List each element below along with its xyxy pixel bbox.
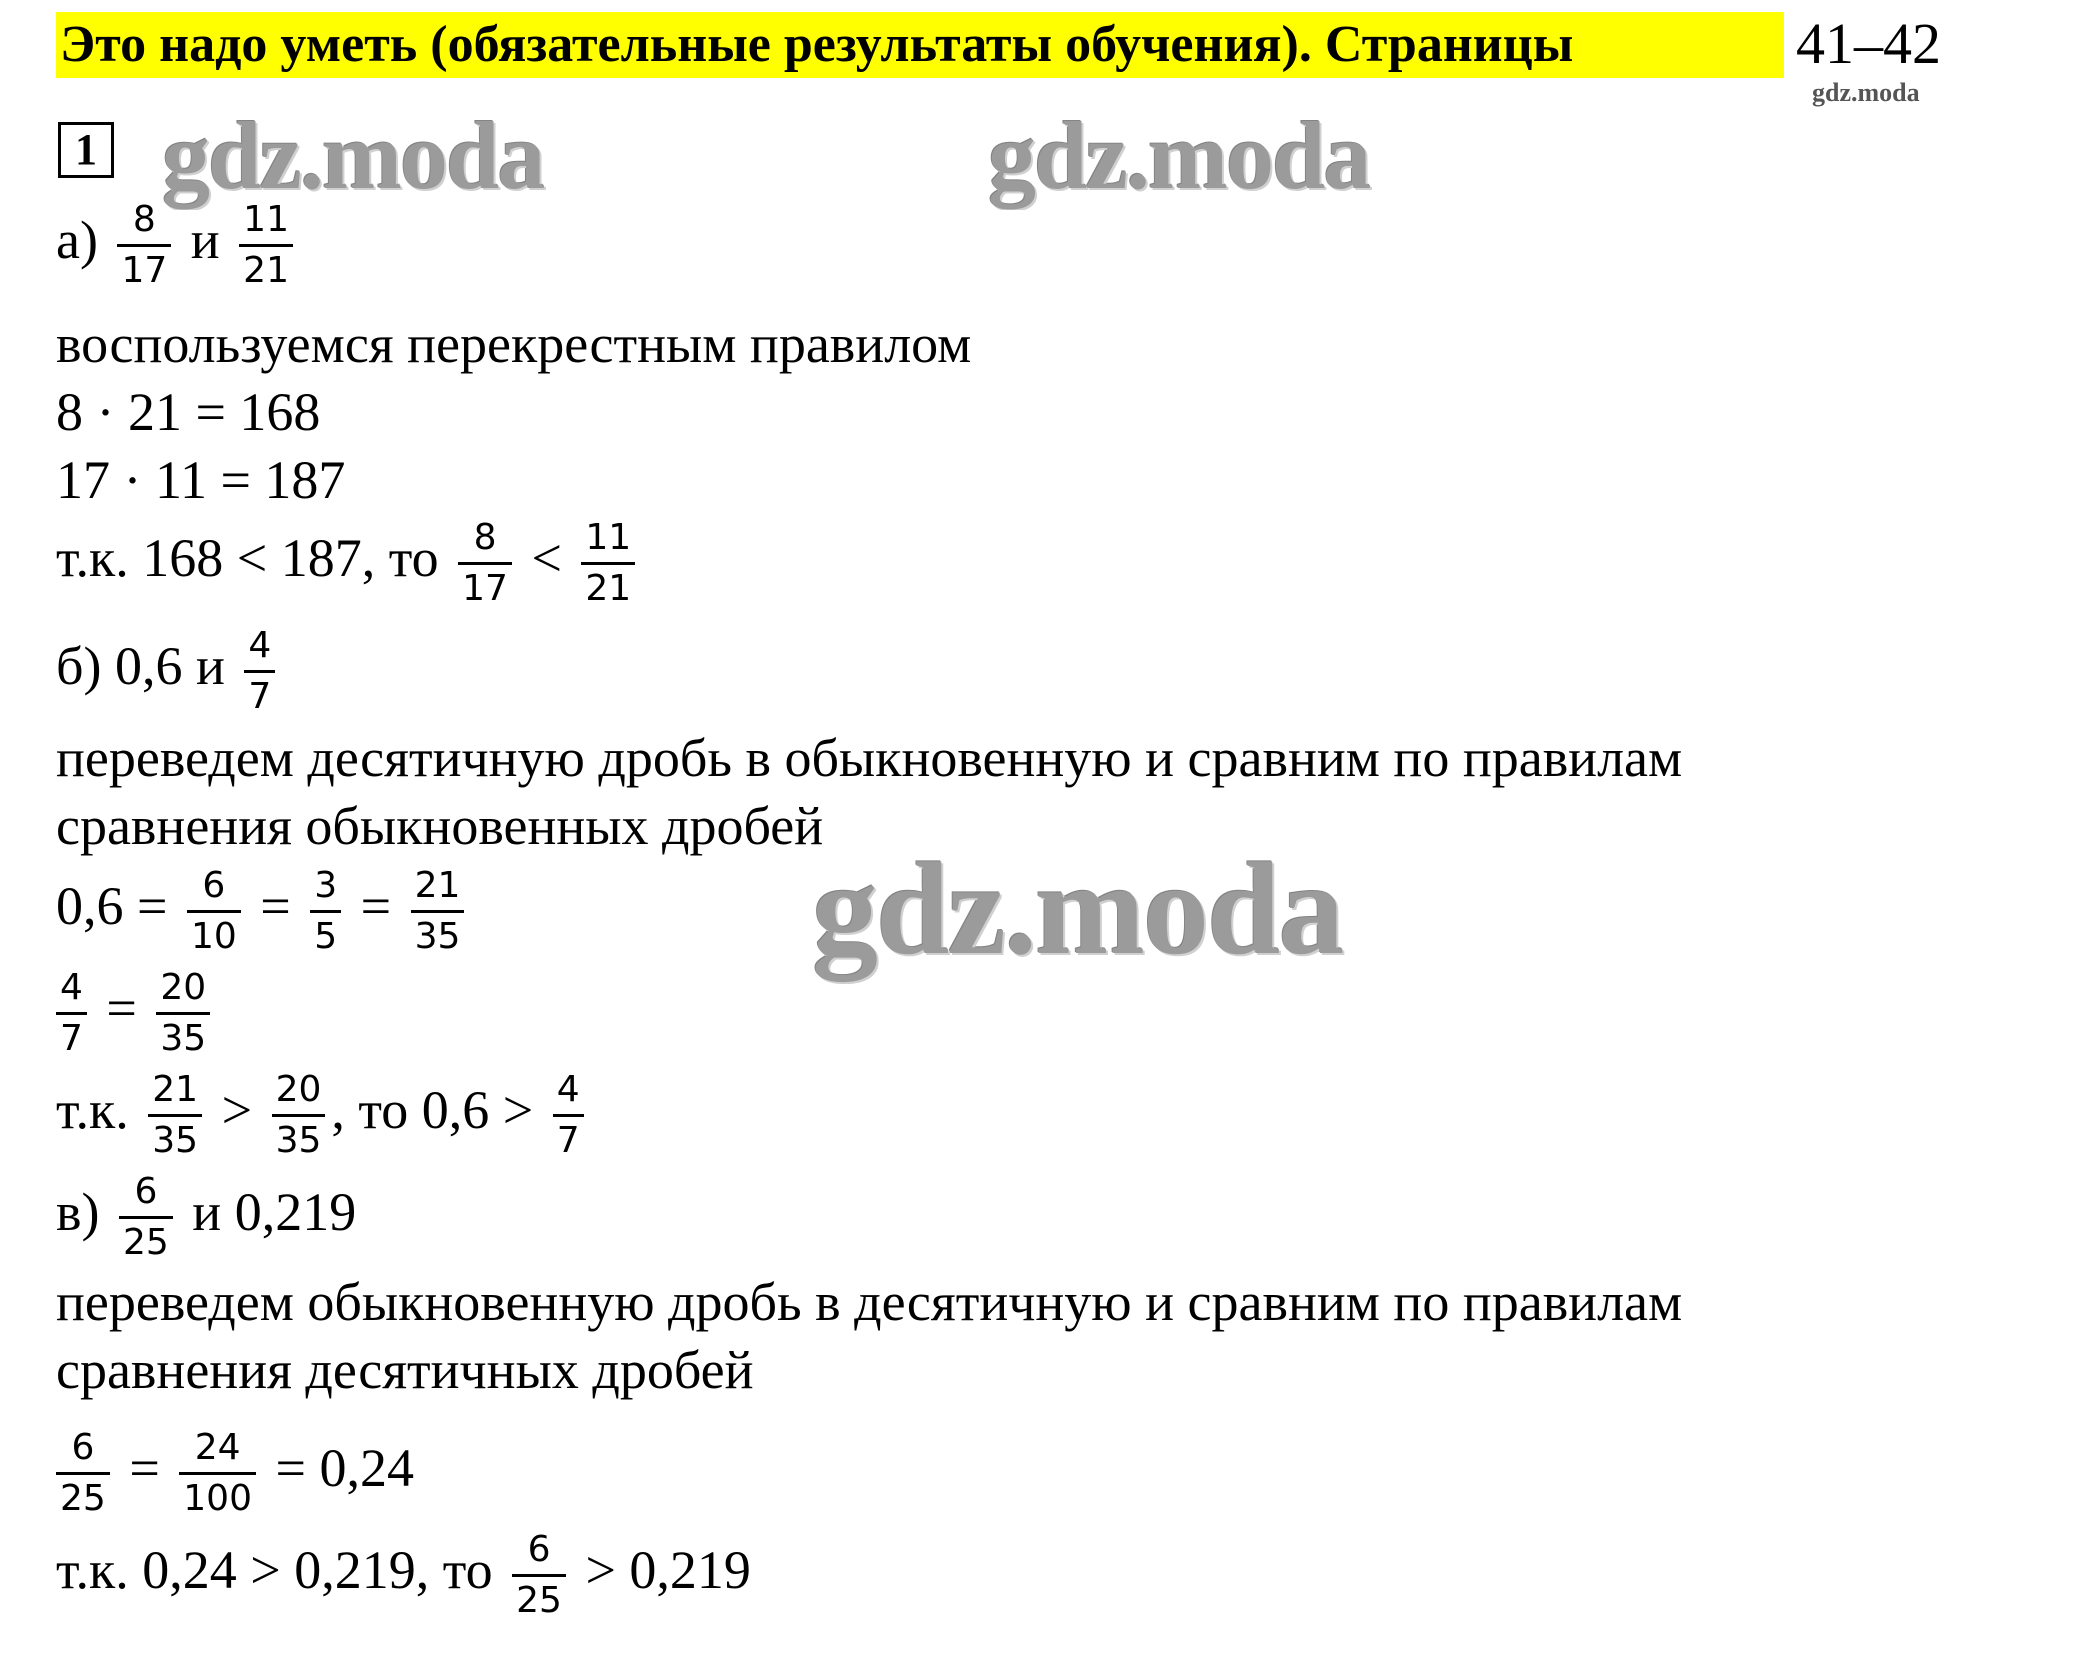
fraction: $\frac{21}{35}$ (411, 866, 465, 957)
fraction: $\frac{24}{100}$ (179, 1428, 256, 1519)
watermark: gdz.moda (988, 102, 1370, 209)
page-title: Это надо уметь (обязательные результаты обучения). Страницы (60, 16, 1574, 73)
page-range: 41–42 (1796, 11, 1941, 76)
part-c-method-2: сравнения десятичных дробей (56, 1340, 754, 1400)
fraction: $\frac{11}{21}$ (581, 518, 635, 609)
fraction: $\frac{4}{7}$ (56, 968, 87, 1059)
part-a-conclusion: т.к. 168 < 187, то $\frac{8}{17}$ < $\frac{11}{21}$ (56, 518, 641, 609)
part-b-conclusion: т.к. $\frac{21}{35}$ > $\frac{20}{35}$ , то 0,6 > $\frac{4}{7}$ (56, 1070, 590, 1161)
part-a-calc-2: 17 · 11 = 187 (56, 450, 346, 510)
fraction: $\frac{4}{7}$ (244, 626, 275, 717)
fraction: $\frac{6}{25}$ (56, 1428, 110, 1519)
part-c-equation: $\frac{6}{25}$ = $\frac{24}{100}$ = 0,24 (50, 1428, 414, 1519)
small-watermark: gdz.moda (1812, 78, 1920, 107)
fraction: $\frac{3}{5}$ (310, 866, 341, 957)
watermark: gdz.moda (162, 102, 544, 209)
part-b-equation-1: 0,6 = $\frac{6}{10}$ = $\frac{3}{5}$ = $\frac{21}{35}$ (56, 866, 470, 957)
fraction: $\frac{4}{7}$ (553, 1070, 584, 1161)
part-a-calc-1: 8 · 21 = 168 (56, 382, 321, 442)
fraction: $\frac{20}{35}$ (156, 968, 210, 1059)
fraction: $\frac{6}{10}$ (187, 866, 241, 957)
fraction: $\frac{8}{17}$ (117, 200, 171, 291)
part-a-statement: а) $\frac{8}{17}$ и $\frac{11}{21}$ (56, 200, 299, 291)
part-b-equation-2: $\frac{4}{7}$ = $\frac{20}{35}$ (50, 968, 216, 1059)
fraction: $\frac{6}{25}$ (512, 1530, 566, 1621)
part-c-conclusion: т.к. 0,24 > 0,219, то $\frac{6}{25}$ > 0,219 (56, 1529, 751, 1621)
part-a-label: а) (56, 209, 98, 270)
part-c-method-1: переведем обыкновенную дробь в десятичную и сравним по правилам (56, 1272, 1683, 1332)
watermark: gdz.moda (812, 835, 1343, 982)
part-a-method: воспользуемся перекрестным правилом (56, 314, 972, 374)
fraction: $\frac{11}{21}$ (239, 200, 293, 291)
part-c-statement: в) $\frac{6}{25}$ и 0,219 (56, 1171, 357, 1263)
part-b-method-1: переведем десятичную дробь в обыкновенную и сравним по правилам (56, 728, 1683, 788)
task-number: 1 (58, 122, 114, 178)
fraction: $\frac{6}{25}$ (119, 1172, 173, 1263)
fraction: $\frac{20}{35}$ (272, 1070, 326, 1161)
fraction: $\frac{21}{35}$ (148, 1070, 202, 1161)
fraction: $\frac{8}{17}$ (458, 518, 512, 609)
part-b-statement: б) 0,6 и $\frac{4}{7}$ (56, 626, 281, 717)
part-b-method-2: сравнения обыкновенных дробей (56, 796, 824, 856)
